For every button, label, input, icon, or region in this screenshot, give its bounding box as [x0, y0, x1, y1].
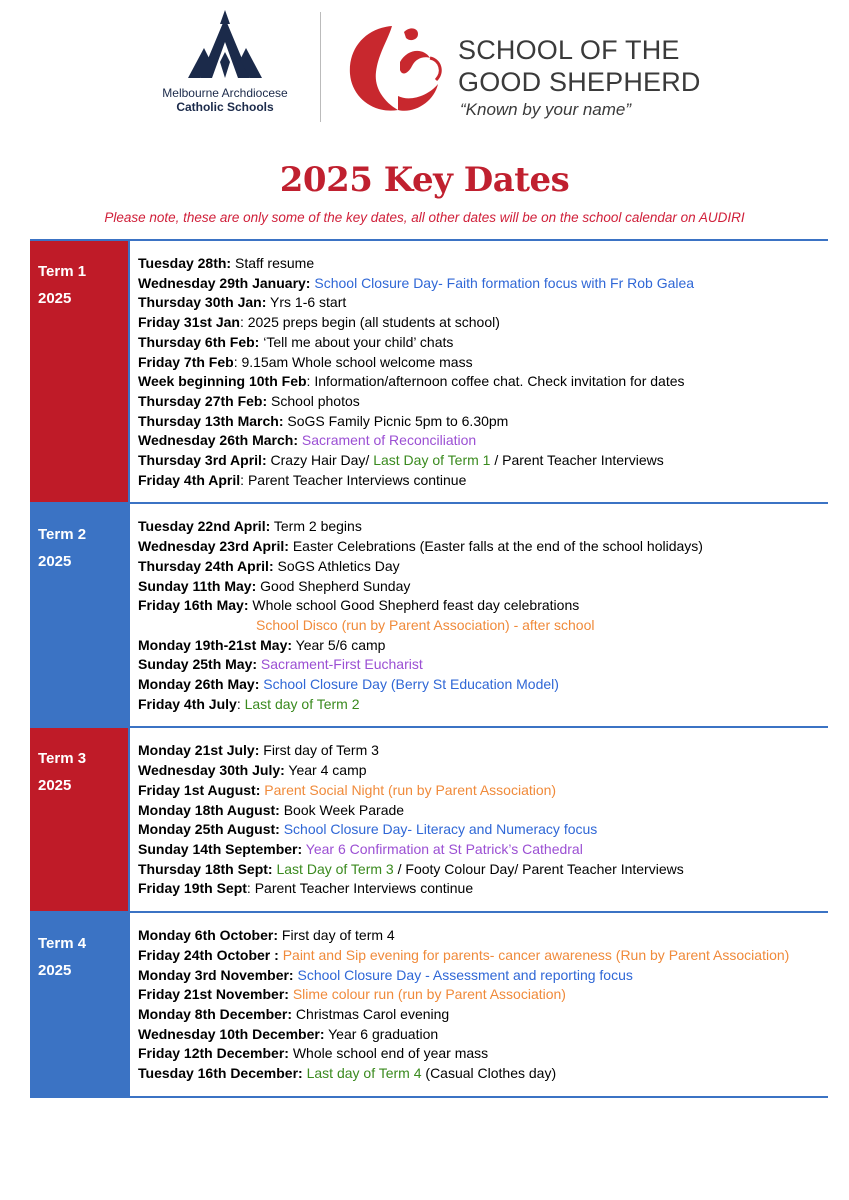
- entry-text: First day of term 4: [278, 927, 395, 944]
- term-label: Term 4: [38, 935, 87, 953]
- entry-text: Yrs 1-6 start: [266, 294, 347, 311]
- entry-highlight: Parent Social Night (run by Parent Association): [260, 781, 557, 798]
- school-name: [458, 34, 701, 98]
- entry-date: Wednesday 10th December:: [138, 1025, 325, 1042]
- term-2-row: [30, 502, 828, 726]
- entry-highlight: Paint and Sip evening for parents- cancer awareness (Run by Parent Association): [278, 946, 790, 963]
- date-entry: [138, 412, 828, 432]
- date-entry: [138, 820, 828, 840]
- date-entry: [138, 636, 828, 656]
- term-1-dates: [130, 241, 828, 502]
- entry-date: Sunday 11th May:: [138, 577, 257, 594]
- entry-date: Monday 3rd November:: [138, 966, 294, 983]
- entry-highlight: Sacrament of Reconciliation: [298, 432, 477, 449]
- entry-date: Week beginning 10th Feb: [138, 373, 307, 390]
- term-3-dates: [130, 728, 828, 911]
- macs-logo: [150, 8, 300, 128]
- entry-text: Whole school end of year mass: [288, 1045, 489, 1062]
- entry-date: Wednesday 26th March:: [138, 432, 299, 449]
- entry-text: / Footy Colour Day/ Parent Teacher Interviews: [393, 860, 684, 877]
- date-entry: [138, 616, 828, 636]
- entry-date: Thursday 6th Feb:: [138, 333, 260, 350]
- macs-name-line1: Melbourne Archdiocese: [162, 86, 288, 100]
- entry-date: Wednesday 30th July:: [138, 762, 285, 779]
- term-3-label-cell: [30, 728, 130, 911]
- term-4-dates: [130, 913, 828, 1096]
- date-entry: [138, 1064, 828, 1084]
- entry-date: Monday 25th August:: [138, 821, 280, 838]
- entry-date: Friday 4th July: [138, 695, 237, 712]
- entry-date: Friday 1st August:: [138, 781, 261, 798]
- term-2-label-cell: [30, 504, 130, 726]
- entry-date: Friday 16th May:: [138, 597, 249, 614]
- date-entry: [138, 353, 828, 373]
- entry-date: Tuesday 16th December:: [138, 1065, 303, 1082]
- date-entry: [138, 675, 828, 695]
- date-entry: [138, 655, 828, 675]
- date-entry: [138, 966, 828, 986]
- entry-date: Thursday 13th March:: [138, 412, 284, 429]
- entry-date: Thursday 24th April:: [138, 557, 274, 574]
- entry-highlight: Last day of Term 4: [302, 1065, 422, 1082]
- entry-text: : Information/afternoon coffee chat. Check invitation for dates: [306, 373, 685, 390]
- term-1-label-cell: [30, 241, 130, 502]
- date-entry: [138, 1005, 828, 1025]
- entry-text: Year 5/6 camp: [292, 636, 386, 653]
- entry-text: / Parent Teacher Interviews: [490, 452, 664, 469]
- entry-text: Staff resume: [231, 255, 315, 271]
- date-entry: [138, 471, 828, 491]
- entry-highlight: School Closure Day- Faith formation focus with Fr Rob Galea: [310, 274, 695, 291]
- entry-highlight: Last day of Term 2: [244, 695, 360, 712]
- entry-text: Easter Celebrations (Easter falls at the end of the school holidays): [288, 538, 703, 555]
- term-year: 2025: [38, 962, 72, 980]
- entry-text: Book Week Parade: [279, 801, 405, 818]
- entry-text: :: [236, 695, 245, 712]
- date-entry: [138, 333, 828, 353]
- entry-date: Thursday 18th Sept:: [138, 860, 273, 877]
- entry-text: Good Shepherd Sunday: [256, 577, 411, 594]
- entry-date: Monday 6th October:: [138, 927, 279, 944]
- date-entry: [138, 741, 828, 761]
- entry-text: SoGS Family Picnic 5pm to 6.30pm: [283, 412, 509, 429]
- term-year: 2025: [38, 290, 72, 307]
- entry-text: : Parent Teacher Interviews continue: [240, 471, 467, 488]
- date-entry: [138, 537, 828, 557]
- entry-text: : 2025 preps begin (all students at school): [239, 314, 500, 331]
- entry-date: Wednesday 29th January:: [138, 274, 311, 291]
- entry-highlight: School Closure Day- Literacy and Numeracy focus: [279, 821, 598, 838]
- entry-date: Friday 19th Sept: [138, 880, 247, 897]
- entry-date: Tuesday 28th:: [138, 255, 232, 271]
- entry-text: Year 6 graduation: [324, 1025, 439, 1042]
- entry-date: Thursday 30th Jan:: [138, 294, 267, 311]
- entry-date: Friday 21st November:: [138, 986, 289, 1003]
- date-entry: [138, 946, 828, 966]
- entry-date: Thursday 27th Feb:: [138, 392, 268, 409]
- term-4-label-cell: [30, 913, 130, 1096]
- calendar-note: Please note, these are only some of the key dates, all other dates will be on the school calendar on AUDIRI: [104, 210, 745, 225]
- logo-divider: [320, 12, 321, 122]
- entry-text: ‘Tell me about your child’ chats: [259, 333, 454, 350]
- entry-text: Whole school Good Shepherd feast day celebrations: [248, 597, 580, 614]
- term-4-row: [30, 911, 828, 1098]
- date-entry: [138, 985, 828, 1005]
- date-entry: [138, 801, 828, 821]
- entry-highlight: Last Day of Term 1: [373, 452, 491, 469]
- entry-text: : Parent Teacher Interviews continue: [246, 880, 474, 897]
- entry-date: Monday 26th May:: [138, 676, 260, 693]
- date-entry: [138, 431, 828, 451]
- page-header: [0, 0, 849, 140]
- term-label: Term 1: [38, 263, 87, 280]
- term-2-dates: [130, 504, 828, 726]
- date-entry: [138, 860, 828, 880]
- term-year: 2025: [38, 777, 72, 795]
- date-entry: [138, 761, 828, 781]
- date-entry: [138, 577, 828, 597]
- date-entry: [138, 451, 828, 471]
- entry-text: First day of Term 3: [259, 742, 379, 759]
- date-entry: [138, 557, 828, 577]
- entry-date: Friday 7th Feb: [138, 353, 234, 370]
- page-title: 2025 Key Dates: [279, 160, 570, 200]
- entry-text: Year 4 camp: [284, 762, 367, 779]
- entry-date: Monday 21st July:: [138, 742, 260, 759]
- entry-highlight: Slime colour run (run by Parent Association): [288, 986, 566, 1003]
- entry-date: Monday 18th August:: [138, 801, 280, 818]
- entry-text: (Casual Clothes day): [421, 1065, 557, 1082]
- term-3-row: [30, 726, 828, 911]
- date-entry: [138, 293, 828, 313]
- macs-name-line2: Catholic Schools: [176, 100, 274, 114]
- entry-text: SoGS Athletics Day: [273, 557, 400, 574]
- term-label: Term 3: [38, 750, 87, 768]
- entry-date: Friday 31st Jan: [138, 314, 240, 331]
- entry-highlight: Last Day of Term 3: [272, 860, 394, 877]
- date-entry: [138, 596, 828, 616]
- entry-text: : 9.15am Whole school welcome mass: [233, 353, 473, 370]
- entry-date: Wednesday 23rd April:: [138, 538, 289, 555]
- school-name-line1: SCHOOL OF THE: [458, 35, 680, 65]
- date-entry: [138, 254, 828, 274]
- date-entry: [138, 879, 828, 899]
- entry-highlight: School Disco (run by Parent Association) - after school: [256, 616, 595, 633]
- entry-text: Crazy Hair Day/: [266, 452, 374, 469]
- date-entry: [138, 392, 828, 412]
- entry-text: Christmas Carol evening: [292, 1005, 450, 1022]
- entry-text: Term 2 begins: [270, 518, 362, 535]
- term-year: 2025: [38, 553, 72, 571]
- date-entry: [138, 372, 828, 392]
- term-label: Term 2: [38, 526, 87, 544]
- good-shepherd-emblem-icon: [344, 18, 454, 118]
- key-dates-table: [30, 239, 828, 1098]
- entry-date: Friday 12th December:: [138, 1045, 289, 1062]
- date-entry: [138, 840, 828, 860]
- entry-text: School photos: [267, 392, 360, 409]
- macs-emblem-icon: [180, 8, 270, 82]
- entry-highlight: Sacrament-First Eucharist: [257, 656, 423, 673]
- entry-highlight: School Closure Day (Berry St Education Model): [259, 676, 559, 693]
- entry-date: Sunday 25th May:: [138, 656, 258, 673]
- date-entry: [138, 274, 828, 294]
- entry-date: Thursday 3rd April:: [138, 452, 267, 469]
- entry-date: Friday 4th April: [138, 471, 241, 488]
- date-entry: [138, 517, 828, 537]
- entry-date: Sunday 14th September:: [138, 840, 303, 857]
- date-entry: [138, 1044, 828, 1064]
- school-name-line2: GOOD SHEPHERD: [458, 67, 701, 97]
- date-entry: [138, 781, 828, 801]
- term-1-row: [30, 239, 828, 502]
- entry-highlight: School Closure Day - Assessment and reporting focus: [293, 966, 633, 983]
- entry-highlight: Year 6 Confirmation at St Patrick’s Cathedral: [302, 840, 583, 857]
- entry-date: Monday 19th-21st May:: [138, 636, 293, 653]
- entry-date: Friday 24th October :: [138, 946, 279, 963]
- date-entry: [138, 313, 828, 333]
- date-entry: [138, 695, 828, 715]
- school-tagline: “Known by your name”: [460, 100, 632, 119]
- date-entry: [138, 1025, 828, 1045]
- entry-date: Monday 8th December:: [138, 1005, 293, 1022]
- entry-date: Tuesday 22nd April:: [138, 518, 271, 535]
- date-entry: [138, 926, 828, 946]
